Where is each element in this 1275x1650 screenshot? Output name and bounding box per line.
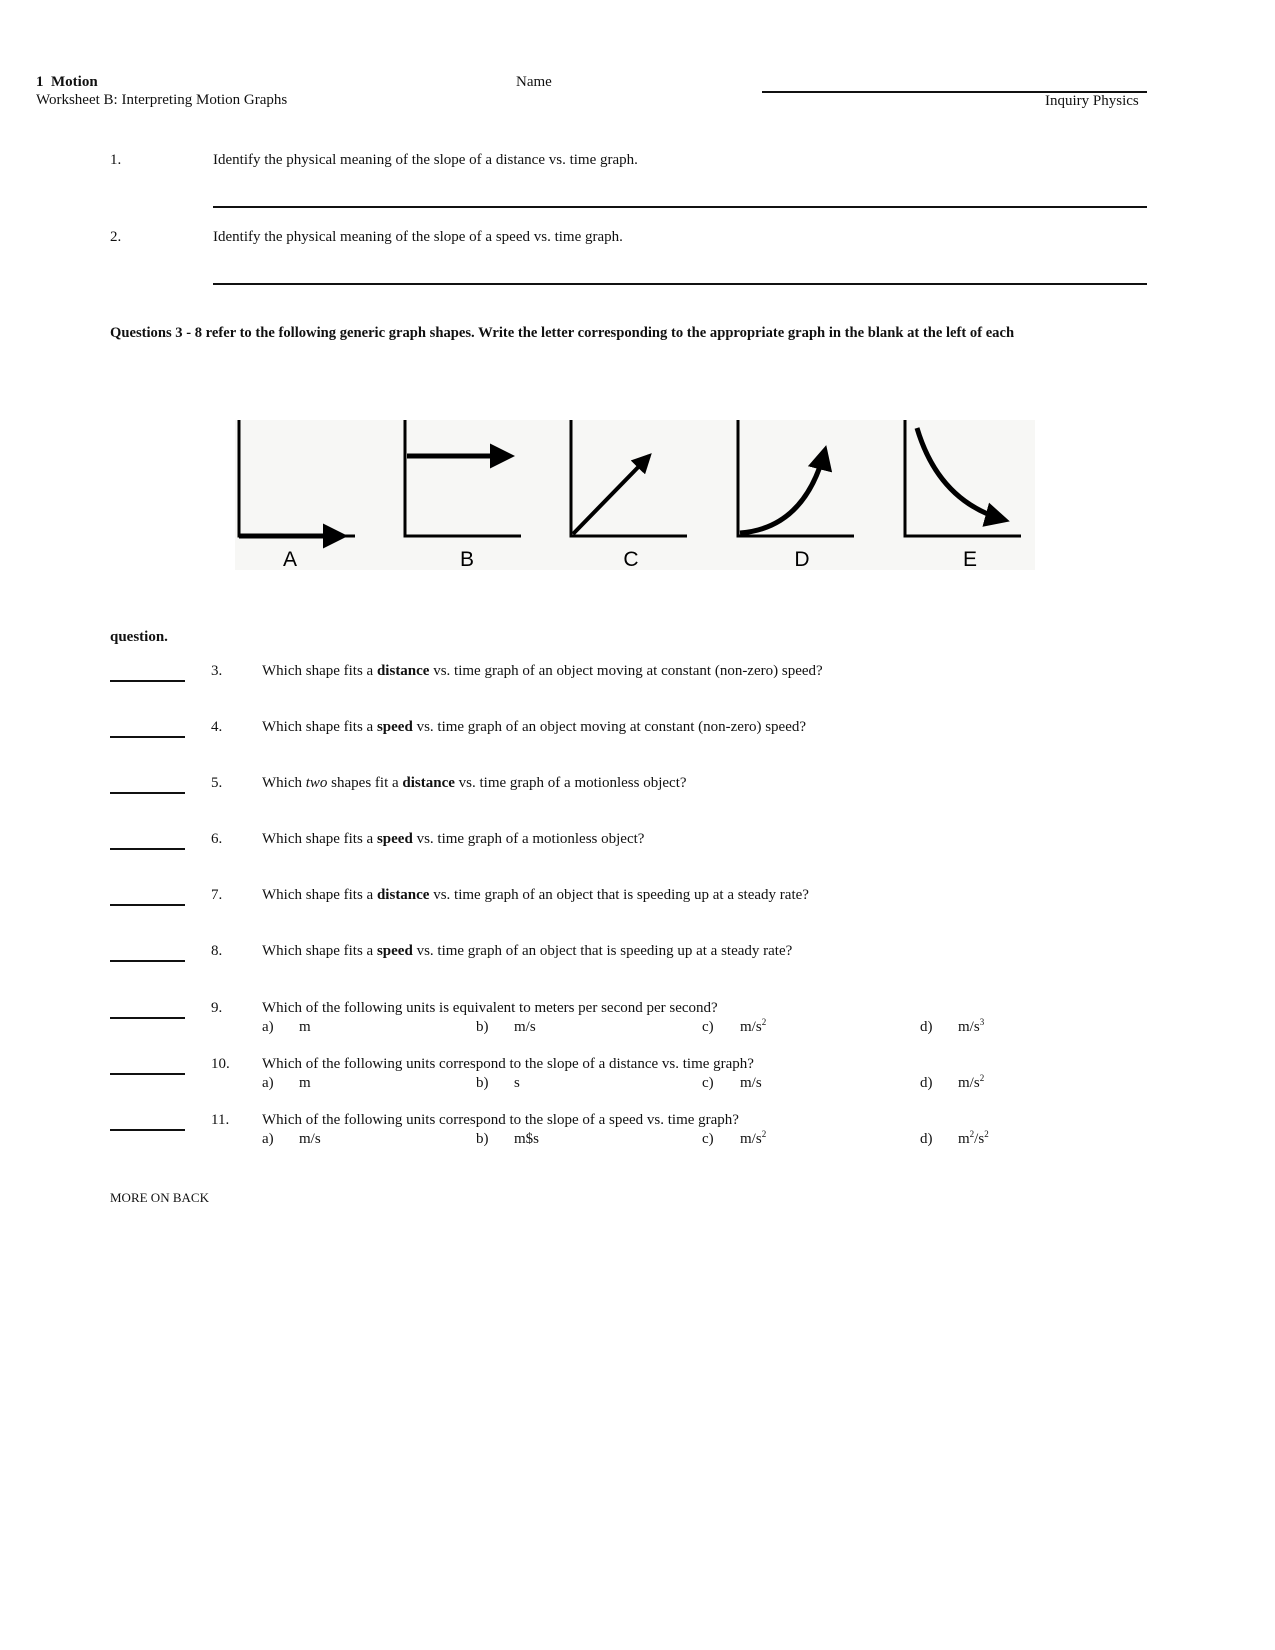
q1-answer-line[interactable] [213, 206, 1147, 208]
q10-choice-c-label: c) [702, 1075, 714, 1091]
graph-label-a: A [282, 548, 298, 570]
q9-choice-c-label: c) [702, 1019, 714, 1035]
q6-text: Which shape fits a speed vs. time graph of a motionless object? [262, 831, 645, 847]
q4-number: 4. [211, 719, 223, 735]
q4-text: Which shape fits a speed vs. time graph of an object moving at constant (non-zero) speed? [262, 719, 807, 735]
q11-choice-d: $m^2/s^2$ [958, 1129, 989, 1147]
q10-choice-b-label: b) [476, 1075, 489, 1091]
q1-number: 1. [110, 152, 122, 168]
q2-text: Identify the physical meaning of the slope of a speed vs. time graph. [213, 229, 623, 245]
chapter-title: Motion [51, 74, 98, 90]
q10-choice-c: m/s [740, 1075, 762, 1091]
q8-number: 8. [211, 943, 223, 959]
graph-label-e: E [962, 548, 978, 570]
more-on-back-note: MORE ON BACK [110, 1190, 209, 1205]
q9-choice-d-label: d) [920, 1019, 933, 1035]
q8-answer-blank[interactable] [110, 960, 185, 962]
chapter-number: 1 [36, 74, 44, 90]
q7-text: Which shape fits a distance vs. time graph of an object that is speeding up at a steady rate? [262, 887, 809, 903]
worksheet-title: Worksheet B: Interpreting Motion Graphs [36, 92, 288, 108]
q9-choice-b-label: b) [476, 1019, 489, 1035]
q10-choice-a-label: a) [262, 1075, 274, 1091]
q10-choice-b: s [514, 1075, 520, 1091]
q9-choice-a-label: a) [262, 1019, 274, 1035]
q11-choice-b: m$s [514, 1131, 540, 1147]
instructions-continued: question. [110, 629, 168, 645]
q2-answer-line[interactable] [213, 283, 1147, 285]
q11-choice-b-label: b) [476, 1131, 489, 1147]
q1-text: Identify the physical meaning of the slope of a distance vs. time graph. [213, 152, 638, 168]
q10-choice-d: $m/s^2$ [958, 1073, 985, 1091]
q9-text: Which of the following units is equivalent to meters per second per second? [262, 1000, 718, 1016]
q10-text: Which of the following units correspond to the slope of a distance vs. time graph? [262, 1056, 754, 1072]
q7-answer-blank[interactable] [110, 904, 185, 906]
q9-choice-d: $m/s^3$ [958, 1017, 985, 1035]
q9-choice-c: $m/s^2$ [740, 1017, 767, 1035]
q9-choice-b: m/s [514, 1019, 536, 1035]
name-label: Name [516, 74, 552, 90]
q11-choice-d-label: d) [920, 1131, 933, 1147]
q2-number: 2. [110, 229, 122, 245]
q6-number: 6. [211, 831, 223, 847]
q11-text: Which of the following units correspond to the slope of a speed vs. time graph? [262, 1112, 739, 1128]
q5-text: Which two shapes fit a distance vs. time graph of a motionless object? [262, 775, 687, 791]
q7-number: 7. [211, 887, 223, 903]
q10-answer-blank[interactable] [110, 1073, 185, 1075]
graph-label-c: C [623, 548, 639, 570]
q11-choice-c: $m/s^2$ [740, 1129, 767, 1147]
graph-label-d: D [794, 548, 810, 570]
graph-shapes-figure [235, 420, 1035, 570]
q11-choice-a-label: a) [262, 1131, 274, 1147]
q4-answer-blank[interactable] [110, 736, 185, 738]
q11-choice-a: m/s [299, 1131, 321, 1147]
q8-text: Which shape fits a speed vs. time graph of an object that is speeding up at a steady rate? [262, 943, 793, 959]
q11-choice-c-label: c) [702, 1131, 714, 1147]
graph-label-b: B [459, 548, 475, 570]
course-name: Inquiry Physics [1045, 93, 1139, 109]
q10-choice-a: m [299, 1075, 311, 1091]
q9-number: 9. [211, 1000, 223, 1016]
q9-choice-a: m [299, 1019, 311, 1035]
q10-choice-d-label: d) [920, 1075, 933, 1091]
q3-number: 3. [211, 663, 223, 679]
q6-answer-blank[interactable] [110, 848, 185, 850]
q3-answer-blank[interactable] [110, 680, 185, 682]
q5-number: 5. [211, 775, 223, 791]
q10-number: 10. [211, 1056, 230, 1072]
q11-number: 11. [211, 1112, 230, 1128]
instructions-text: Questions 3 - 8 refer to the following generic graph shapes. Write the letter corresponding to the appropriate graph in the blank at the left of each [110, 325, 1015, 341]
q11-answer-blank[interactable] [110, 1129, 185, 1131]
q5-answer-blank[interactable] [110, 792, 185, 794]
q9-answer-blank[interactable] [110, 1017, 185, 1019]
chapter-heading [36, 74, 98, 91]
q3-text: Which shape fits a distance vs. time graph of an object moving at constant (non-zero) speed? [262, 663, 823, 679]
